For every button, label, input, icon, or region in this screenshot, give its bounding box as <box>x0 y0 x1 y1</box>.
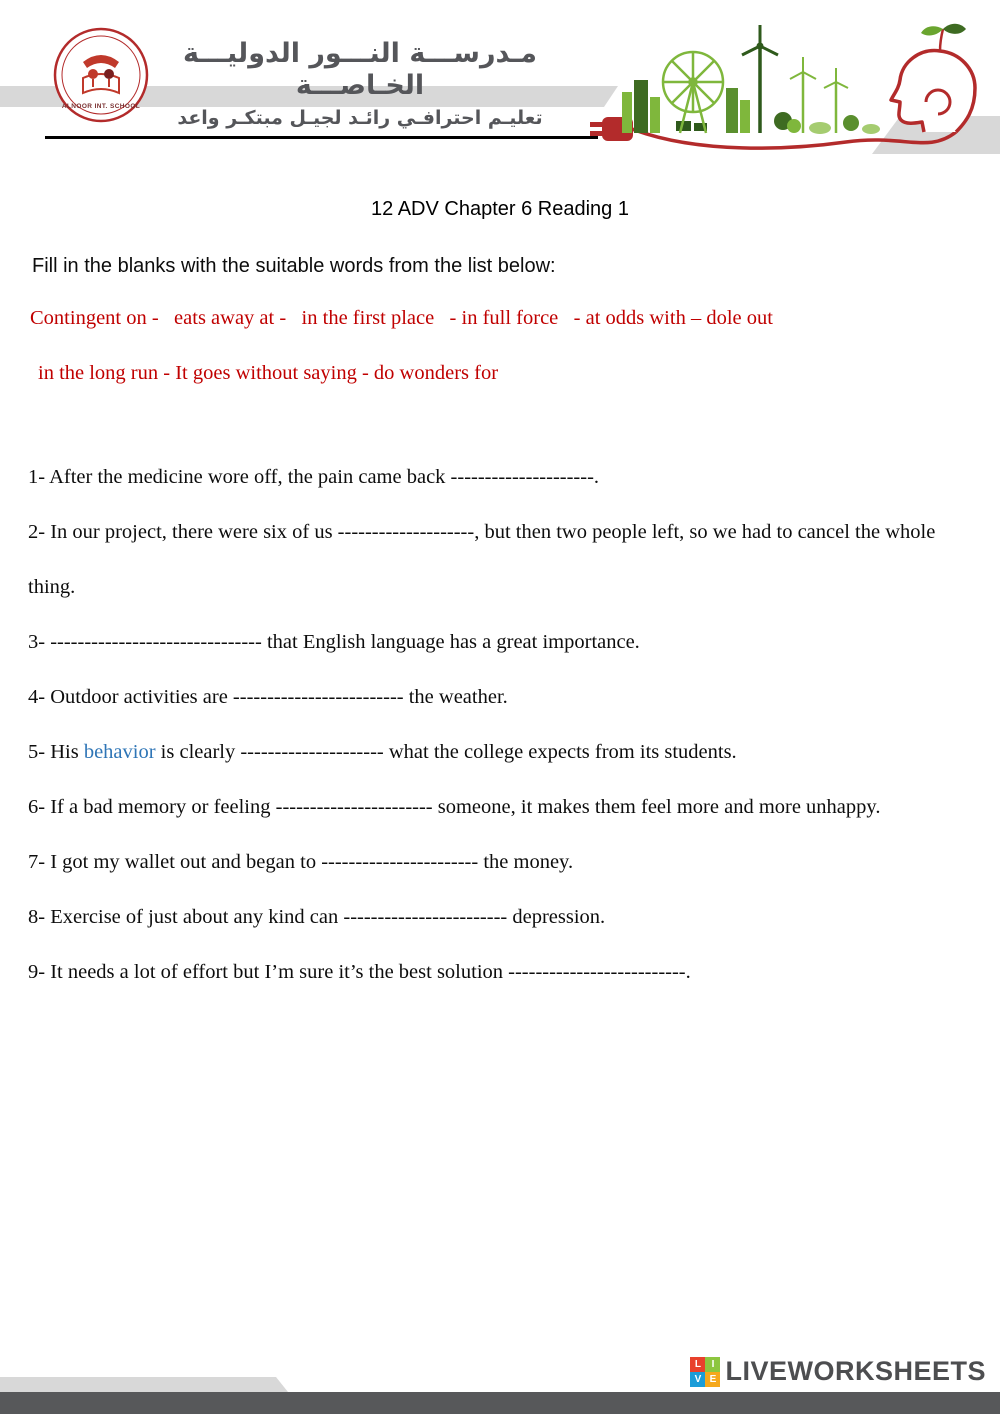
school-name-arabic-line2: تعليـم احترافـي رائـد لجيـل مبتكـر واعد <box>177 107 543 129</box>
word-bank-line-2: in the long run - It goes without saying - do wonders for <box>38 362 499 384</box>
question-6: 6- If a bad memory or feeling ----------------------- someone, it makes them feel more and more unhappy. <box>28 796 881 818</box>
question-1: 1- After the medicine wore off, the pain came back ---------------------. <box>28 466 600 488</box>
liveworksheets-wordmark: LIVEWORKSHEETS <box>725 1356 986 1386</box>
question-4: 4- Outdoor activities are ------------------------- the weather. <box>28 686 508 708</box>
footer-bar <box>0 1392 1000 1414</box>
question-3: 3- ------------------------------- that English language has a great importance. <box>28 631 640 653</box>
trees-icon <box>774 112 880 134</box>
page-title: 12 ADV Chapter 6 Reading 1 <box>371 198 629 220</box>
eco-city-illustration <box>588 22 998 162</box>
school-logo <box>52 26 150 124</box>
question-9: 9- It needs a lot of effort but I’m sure it’s the best solution --------------------------. <box>28 961 691 983</box>
logo-letter-e: E <box>705 1372 720 1387</box>
footer-gray-wedge <box>0 1377 288 1392</box>
school-logo-caption: ALNOOR INT. SCHOOL <box>61 103 141 110</box>
school-name <box>160 38 560 131</box>
question-5-highlighted-word: behavior <box>83 741 156 763</box>
question-8: 8- Exercise of just about any kind can ------------------------ depression. <box>28 906 606 928</box>
question-2: 2- In our project, there were six of us --------------------, but then two people left, so we had to cancel the whole thing. <box>28 521 936 598</box>
question-5-pre: 5- His <box>28 741 84 763</box>
question-list <box>28 450 972 1000</box>
worksheet-body <box>28 196 972 1000</box>
instruction-text: Fill in the blanks with the suitable words from the list below: <box>32 255 556 277</box>
liveworksheets-logo-icon <box>690 1357 720 1387</box>
logo-letter-i: I <box>705 1357 720 1372</box>
liveworksheets-brand <box>690 1356 986 1387</box>
question-5-post: is clearly --------------------- what the college expects from its students. <box>155 741 737 763</box>
word-bank-line-1: Contingent on - eats away at - in the first place - in full force - at odds with – dole out <box>30 307 773 329</box>
ferris-wheel-icon <box>663 52 723 133</box>
logo-letter-v: V <box>690 1372 705 1387</box>
wind-turbine-icons <box>742 25 848 133</box>
question-5 <box>28 725 972 780</box>
question-7: 7- I got my wallet out and began to ----------------------- the money. <box>28 851 574 873</box>
header-divider-line <box>45 136 598 139</box>
eco-mind-head-icon <box>891 24 975 132</box>
school-name-arabic-line1: مـدرســـة النـــور الدوليـــة الخـاصـــة <box>182 38 538 101</box>
logo-letter-l: L <box>690 1357 705 1372</box>
